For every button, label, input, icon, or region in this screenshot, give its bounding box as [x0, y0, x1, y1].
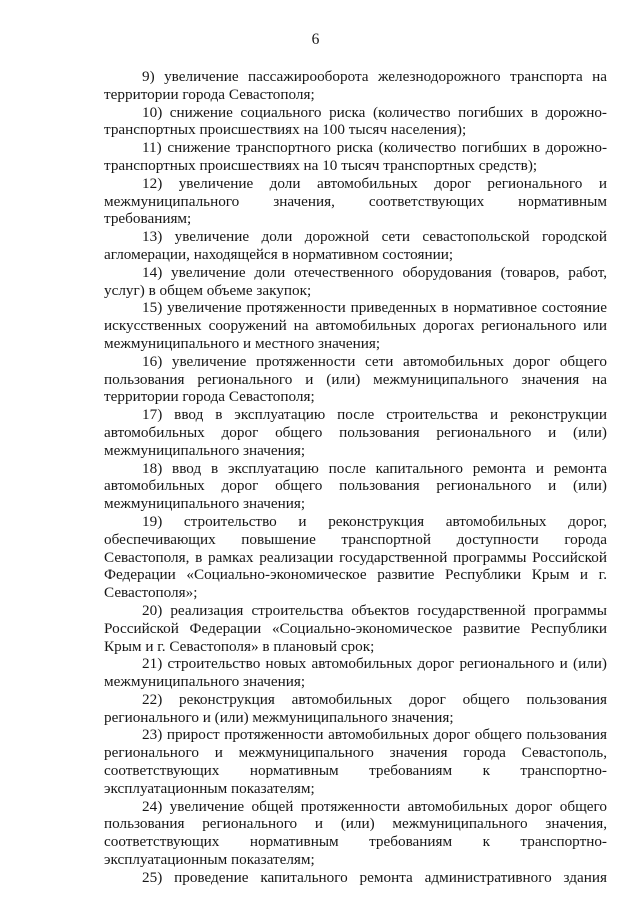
list-item-24: 24) увеличение общей протяженности автомобильных дорог общего пользования регионального и (или) межмуниципального значения, соответствующих нормативным требованиям к транспортно-эксплуатационным показателям; [104, 797, 607, 869]
list-item-16: 16) увеличение протяженности сети автомобильных дорог общего пользования регионального и (или) межмуниципального значения на территории города Севастополя; [104, 352, 607, 406]
list-item-19: 19) строительство и реконструкция автомобильных дорог, обеспечивающих повышение транспортной доступности города Севастополя, в рамках реализации государственной программы Российской Федерации «Социально-экономическое развитие Республики Крым и г. Севастополя»; [104, 512, 607, 602]
list-item-10: 10) снижение социального риска (количество погибших в дорожно-транспортных происшествиях на 100 тысяч населения); [104, 103, 607, 139]
document-body [104, 68, 607, 887]
list-item-22: 22) реконструкция автомобильных дорог общего пользования регионального и (или) межмуниципального значения; [104, 690, 607, 726]
list-item-17: 17) ввод в эксплуатацию после строительства и реконструкции автомобильных дорог общего пользования регионального и (или) межмуниципального значения; [104, 406, 607, 459]
list-item-13: 13) увеличение доли дорожной сети севастопольской городской агломерации, находящейся в нормативном состоянии; [104, 228, 607, 263]
list-item-14: 14) увеличение доли отечественного оборудования (товаров, работ, услуг) в общем объеме закупок; [104, 263, 607, 299]
page-number: 6 [311, 31, 320, 48]
list-item-15: 15) увеличение протяженности приведенных в нормативное состояние искусственных сооружений на автомобильных дорогах регионального или межмуниципального и местного значения; [104, 299, 607, 352]
list-item-12: 12) увеличение доли автомобильных дорог регионального и межмуниципального значения, соответствующих нормативным требованиям; [104, 174, 607, 228]
list-item-11: 11) снижение транспортного риска (количество погибших в дорожно-транспортных происшествиях на 10 тысяч транспортных средств); [104, 139, 607, 174]
list-item-21: 21) строительство новых автомобильных дорог регионального и (или) межмуниципального значения; [104, 655, 607, 691]
list-item-23: 23) прирост протяженности автомобильных дорог общего пользования регионального и межмуниципального значения города Севастополь, соответствующих нормативным требованиям к транспортно-эксплуатационным показателям; [104, 726, 607, 797]
list-item-20: 20) реализация строительства объектов государственной программы Российской Федерации «Социально-экономическое развитие Республики Крым и г. Севастополя» в плановый срок; [104, 601, 607, 655]
list-item-9: 9) увеличение пассажирооборота железнодорожного транспорта на территории города Севастополя; [104, 68, 607, 103]
list-item-25: 25) проведение капитального ремонта административного здания [142, 868, 607, 886]
list-item-18: 18) ввод в эксплуатацию после капитального ремонта и ремонта автомобильных дорог общего пользования регионального и (или) межмуниципального значения; [104, 459, 607, 513]
